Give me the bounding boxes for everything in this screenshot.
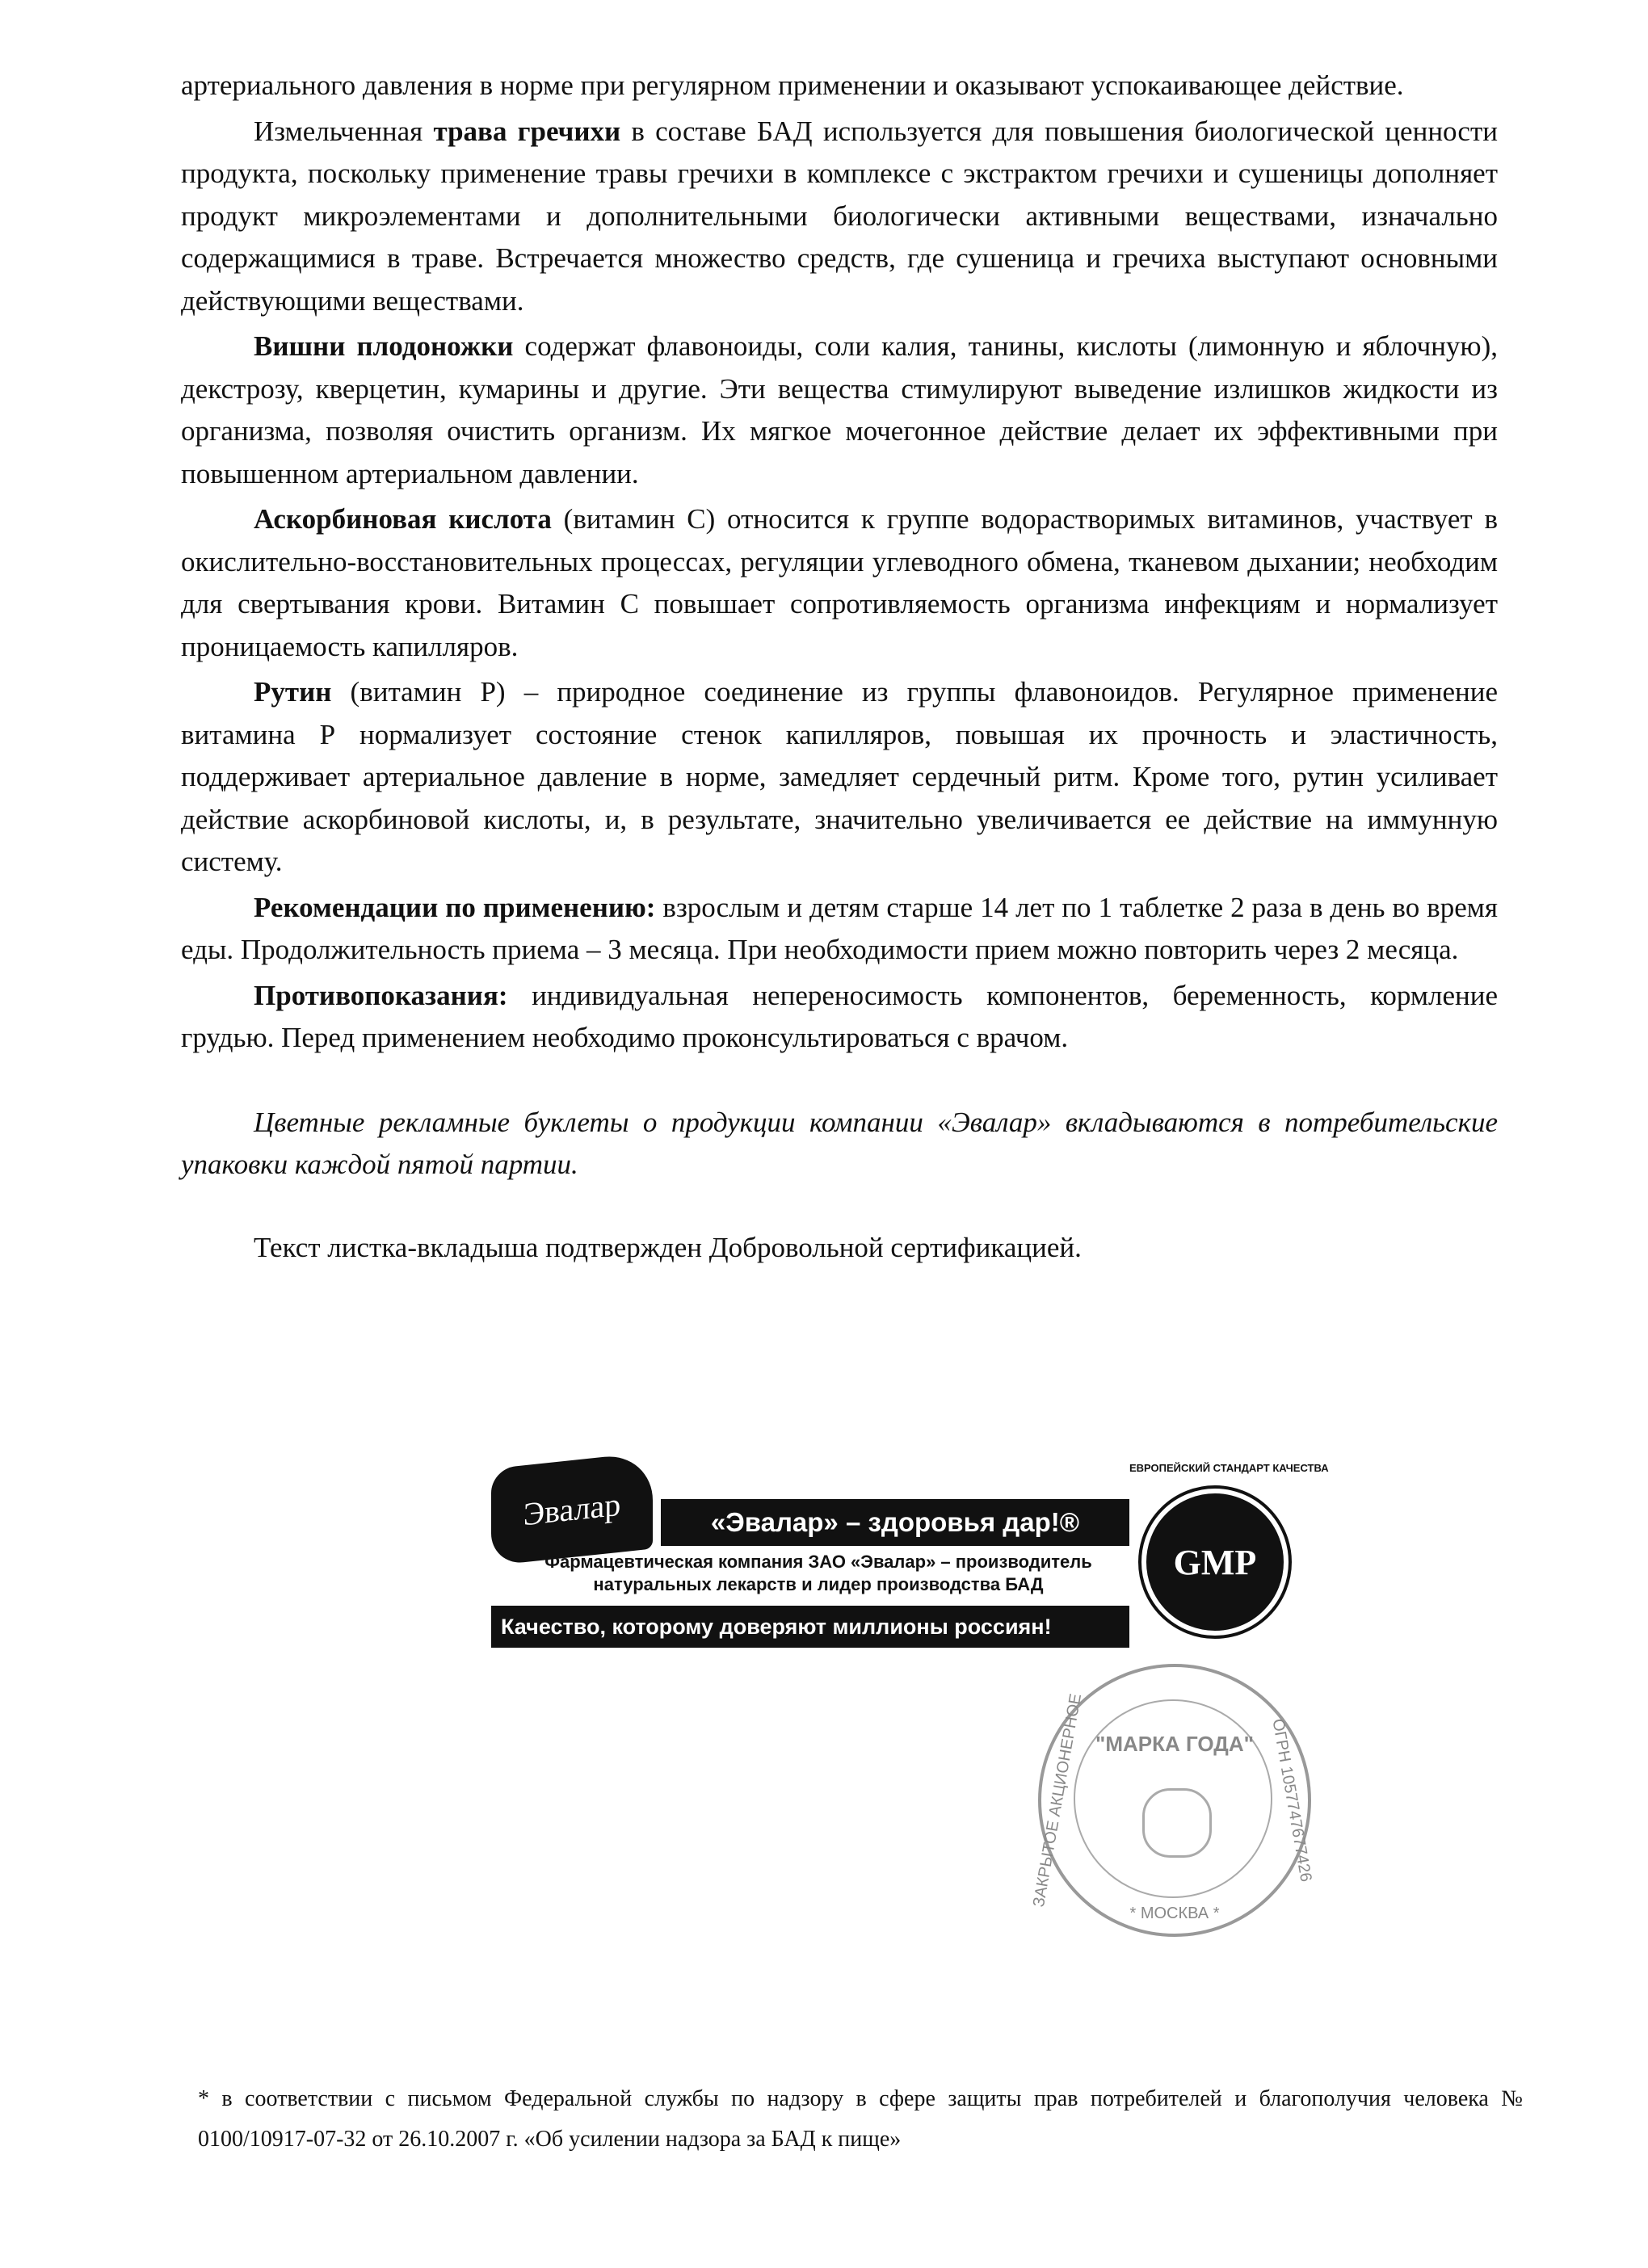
paragraph-pre: Измельченная [254, 115, 434, 147]
tagline-band: Качество, которому доверяют миллионы россиян! [491, 1606, 1129, 1648]
evalar-logo-banner [491, 1460, 1329, 1654]
slogan-band: «Эвалар» – здоровья дар!® [661, 1499, 1129, 1546]
company-description: Фармацевтическая компания ЗАО «Эвалар» – производитель натуральных лекарств и лидер производства БАД [544, 1552, 1092, 1594]
paragraph-lead: трава гречихи [433, 115, 621, 147]
gmp-badge-icon: GMP [1141, 1489, 1289, 1636]
paragraph-text: (витамин Р) – природное соединение из группы флавоноидов. Регулярное применение витамина Р нормализует состояние стенок капилляров, повышая их прочность и эластичность, поддерживает артериальное давление в норме, замедляет сердечный ритм. Кроме того, рутин усиливает действие аскорбиновой кислоты, и, в результате, значительно увеличивается ее действие на иммунную систему. [181, 676, 1498, 877]
italic-note: Цветные рекламные буклеты о продукции компании «Эвалар» вкладываются в потребительские упаковки каждой пятой партии. [181, 1106, 1498, 1180]
paragraph-cherry [181, 326, 1498, 495]
paragraph-lead: Аскорбиновая кислота [254, 503, 552, 535]
paragraph-lead: Рутин [254, 676, 332, 708]
paragraph-text: (витамин С) относится к группе водорастворимых витаминов, участвует в окислительно-восстановительных процессах, регуляции углеводного обмена, тканевом дыхании; необходим для свертывания крови. Витамин С повышает сопротивляемость организма инфекциям и нормализует проницаемость капилляров. [181, 503, 1498, 662]
seal-org-text: ЗАКРЫТОЕ АКЦИОНЕРНОЕ [1029, 1692, 1086, 1909]
paragraph-text: содержат флавоноиды, соли калия, танины, кислоты (лимонную и яблочную), декстрозу, кверцетин, кумарины и другие. Эти вещества стимулируют выведение излишков жидкости из организма, позволяя очистить организм. Их мягкое мочегонное действие делает их эффективными при повышенном артериальном давлении. [181, 330, 1498, 489]
brand-flag-logo: Эвалар [491, 1451, 653, 1565]
seal-emblem-icon [1142, 1788, 1212, 1858]
paragraph-ascorbic [181, 498, 1498, 668]
paragraph-recommendations [181, 887, 1498, 972]
footnote: * в соответствии с письмом Федеральной службы по надзору в сфере защиты прав потребителей и благополучия человека № 0100/10917-07-32 от 26.10.2007 г. «Об усилении надзора за БАД к пище» [198, 2086, 1523, 2152]
gmp-ring-text: ЕВРОПЕЙСКИЙ СТАНДАРТ КАЧЕСТВА [1129, 1462, 1329, 1474]
paragraph-lead: Вишни плодоножки [254, 330, 514, 362]
paragraph-intro [181, 65, 1498, 107]
paragraph-text: в составе БАД используется для повышения биологической ценности продукта, поскольку применение травы гречихи в комплексе с экстрактом гречихи и сушеницы дополняет продукт микроэлементами и дополнительными биологически активными веществами, изначально содержащимися в траве. Встречается множество средств, где сушеница и гречиха выступают основными действующими веществами. [181, 115, 1498, 317]
paragraph-buckwheat [181, 111, 1498, 323]
seal-ogrn-text: ОГРН 1057747677426 [1268, 1717, 1315, 1884]
paragraph-text: индивидуальная непереносимость компонентов, беременность, кормление грудью. Перед применением необходимо проконсультироваться с врачом. [181, 979, 1498, 1053]
paragraph-lead: Рекомендации по применению: [254, 891, 656, 923]
company-seal-stamp [1029, 1664, 1315, 1937]
paragraph-rutin [181, 671, 1498, 884]
paragraph-text: взрослым и детям старше 14 лет по 1 таблетке 2 раза в день во время еды. Продолжительность приема – 3 месяца. При необходимости прием можно повторить через 2 месяца. [181, 891, 1498, 965]
document-body [181, 65, 1498, 1272]
seal-city-text: * МОСКВА * [1129, 1905, 1220, 1922]
paragraph-text: артериального давления в норме при регулярном применении и оказывают успокаивающее действие. [181, 69, 1404, 101]
seal-mark-text: "МАРКА ГОДА" [1095, 1732, 1254, 1756]
certification-note: Текст листка-вкладыша подтвержден Добровольной сертификацией. [254, 1231, 1082, 1263]
paragraph-lead: Противопоказания: [254, 979, 508, 1011]
paragraph-contraindications [181, 975, 1498, 1060]
